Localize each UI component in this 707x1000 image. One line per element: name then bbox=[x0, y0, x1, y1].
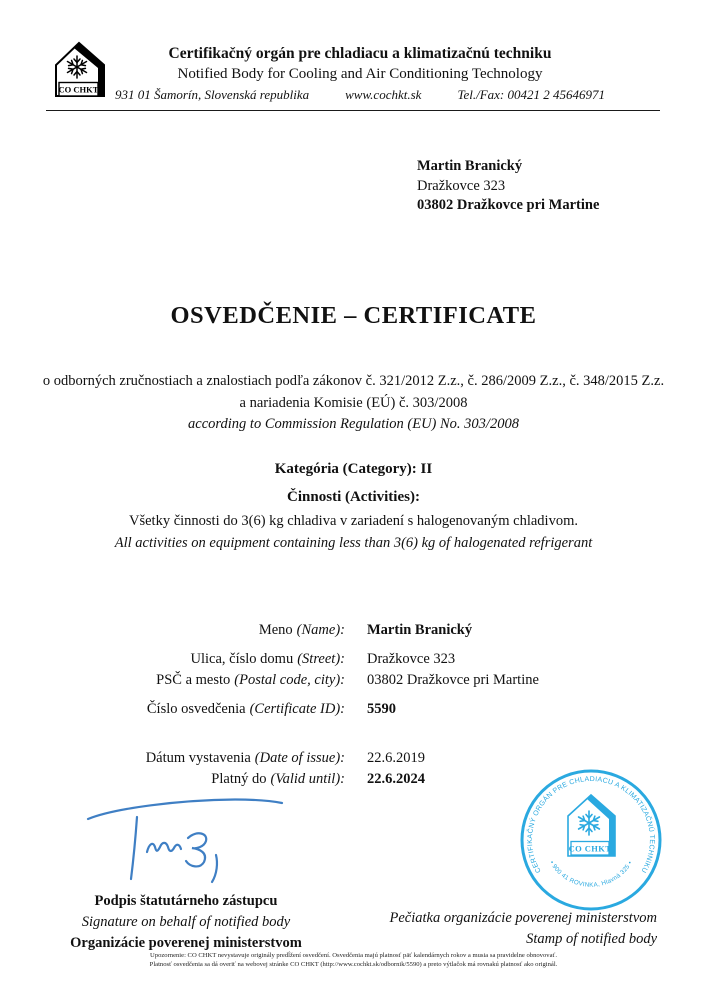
recipient-name: Martin Branický bbox=[417, 158, 523, 174]
field-label: Dátum vystavenia (Date of issue): bbox=[145, 750, 345, 766]
org-telfax: Tel./Fax: 00421 2 45646971 bbox=[457, 87, 606, 102]
field-label: Číslo osvedčenia (Certificate ID): bbox=[146, 701, 345, 717]
stamp-center-text: CO CHKT bbox=[568, 843, 612, 854]
field-value-date-of-issue: 22.6.2019 bbox=[367, 750, 425, 766]
notified-body-stamp bbox=[520, 769, 662, 911]
logo-text: CO CHKT bbox=[58, 84, 99, 95]
activities-text-sk: Všetky činnosti do 3(6) kg chladiva v zariadení s halogenovaným chladivom. bbox=[129, 513, 578, 529]
field-value-city: 03802 Dražkovce pri Martine bbox=[367, 672, 539, 688]
field-value-certificate-id: 5590 bbox=[367, 701, 396, 717]
field-value-street: Dražkovce 323 bbox=[367, 651, 456, 667]
signature-caption-block bbox=[42, 891, 330, 954]
page-title: OSVEDČENIE – CERTIFICATE bbox=[170, 302, 537, 329]
stamp-caption-sk: Pečiatka organizácie poverenej ministerstvom bbox=[389, 910, 657, 926]
field-row-date-of-issue bbox=[0, 748, 707, 769]
field-row-street bbox=[0, 649, 707, 670]
stamp-caption-en: Stamp of notified body bbox=[526, 931, 657, 947]
subject-line-regulation-sk: a nariadenia Komisie (EÚ) č. 303/2008 bbox=[239, 394, 468, 411]
field-value-name: Martin Branický bbox=[367, 622, 473, 638]
org-name-en: Notified Body for Cooling and Air Conditioning Technology bbox=[177, 66, 543, 82]
recipient-address-block bbox=[417, 157, 599, 216]
org-website: www.cochkt.sk bbox=[345, 87, 422, 102]
stamp-ring-text-top: CERTIFIKAČNÝ ORGÁN PRE CHLADIACU A KLIMATIZAČNÚ TECHNIKU bbox=[526, 775, 656, 874]
footer-line-1: Upozornenie: CO CHKT nevystavuje originály predĺžení osvedčení. Osvedčenia majú platnosť päť kalendárnych rokov a musia sa pravidelne obnovovať. bbox=[150, 952, 557, 959]
stamp-caption-block bbox=[337, 908, 657, 950]
recipient-city: 03802 Dražkovce pri Martine bbox=[417, 197, 600, 213]
footer-fine-print bbox=[0, 951, 707, 969]
category-heading: Kategória (Category): II bbox=[274, 461, 433, 477]
header-divider bbox=[46, 110, 660, 111]
snowflake-icon bbox=[67, 56, 86, 78]
subject-line-regulation-en: according to Commission Regulation (EU) No. 303/2008 bbox=[188, 416, 519, 432]
activities-text-en: All activities on equipment containing less than 3(6) kg of halogenated refrigerant bbox=[114, 535, 593, 551]
org-contact-row bbox=[110, 87, 610, 103]
field-label: Ulica, číslo domu (Street): bbox=[190, 651, 345, 667]
field-row-certificate-id bbox=[0, 699, 707, 720]
handwritten-signature bbox=[85, 793, 295, 888]
org-logo bbox=[46, 40, 114, 102]
header bbox=[110, 44, 610, 103]
signature-caption-org: Organizácie poverenej ministerstvom bbox=[70, 935, 302, 951]
org-address: 931 01 Šamorín, Slovenská republika bbox=[114, 87, 310, 102]
org-name-sk: Certifikačný orgán pre chladiacu a klimatizačnú techniku bbox=[168, 45, 552, 62]
field-label: Platný do (Valid until): bbox=[211, 771, 345, 787]
subject-paragraph bbox=[0, 371, 707, 436]
subject-line-laws: o odborných zručnostiach a znalostiach podľa zákonov č. 321/2012 Z.z., č. 286/2009 Z.z., č. 348/2015 Z.z. bbox=[42, 373, 665, 389]
stamp-snowflake-icon bbox=[579, 811, 600, 835]
field-row-city bbox=[0, 670, 707, 691]
field-value-valid-until: 22.6.2024 bbox=[367, 771, 425, 787]
activities-heading: Činnosti (Activities): bbox=[287, 489, 420, 505]
stamp-ring-text-bottom: • 900 41 ROVINKA, Hlavná 325 • bbox=[548, 859, 634, 889]
footer-line-2: Platnosť osvedčenia sa dá overiť na webovej stránke CO CHKT (http://www.cochkt.sk/odbornik/5590) a preto výtlačok má rovnakú platnosť ako originál. bbox=[149, 961, 558, 968]
signature-caption-sk: Podpis štatutárneho zástupcu bbox=[94, 893, 278, 909]
field-row-name bbox=[0, 620, 707, 641]
signature-caption-en: Signature on behalf of notified body bbox=[81, 914, 291, 930]
field-label: Meno (Name): bbox=[258, 622, 345, 638]
field-label: PSČ a mesto (Postal code, city): bbox=[156, 672, 345, 688]
holder-fields bbox=[0, 620, 707, 720]
recipient-street: Dražkovce 323 bbox=[417, 177, 506, 194]
